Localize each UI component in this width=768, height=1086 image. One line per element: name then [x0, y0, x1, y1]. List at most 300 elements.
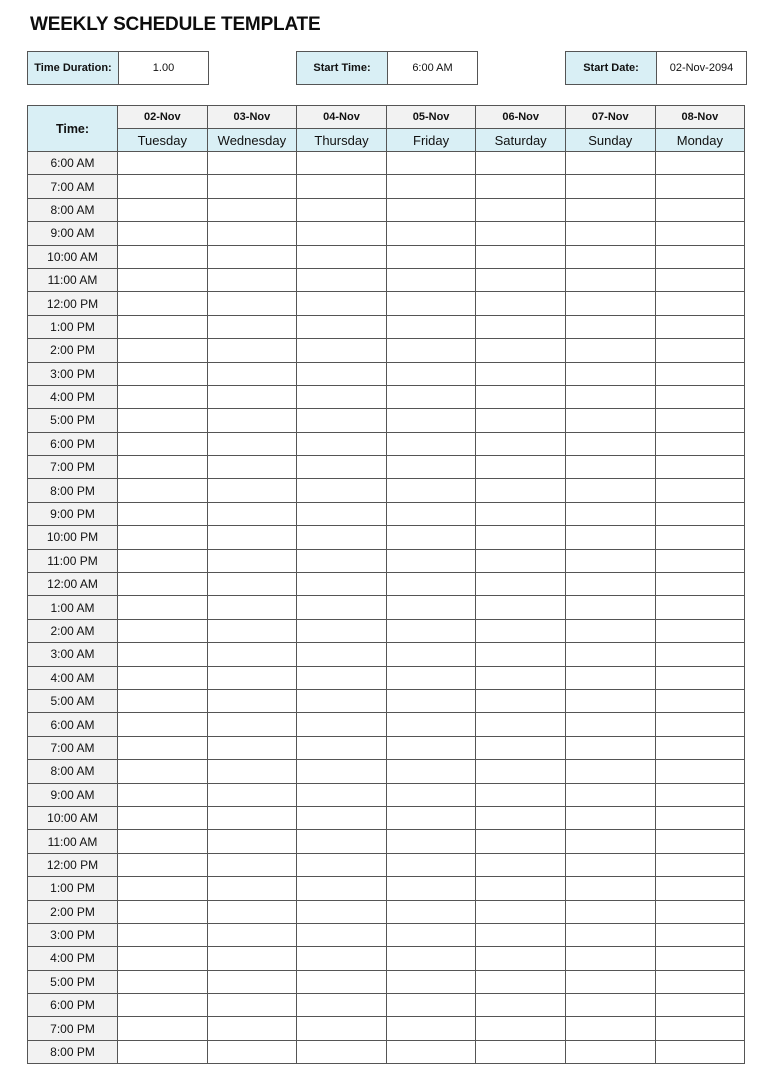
schedule-cell[interactable] — [476, 479, 566, 502]
schedule-cell[interactable] — [655, 760, 745, 783]
schedule-cell[interactable] — [118, 362, 208, 385]
schedule-cell[interactable] — [118, 1040, 208, 1063]
schedule-cell[interactable] — [118, 479, 208, 502]
schedule-cell[interactable] — [118, 245, 208, 268]
schedule-cell[interactable] — [565, 432, 655, 455]
schedule-cell[interactable] — [565, 152, 655, 175]
schedule-cell[interactable] — [386, 479, 476, 502]
schedule-cell[interactable] — [118, 970, 208, 993]
schedule-cell[interactable] — [207, 713, 297, 736]
schedule-cell[interactable] — [118, 339, 208, 362]
date-header: 08-Nov — [655, 106, 745, 129]
schedule-cell[interactable] — [207, 362, 297, 385]
schedule-cell[interactable] — [297, 947, 387, 970]
schedule-cell[interactable] — [565, 292, 655, 315]
schedule-cell[interactable] — [207, 526, 297, 549]
table-row — [28, 994, 745, 1017]
time-slot-label: 6:00 AM — [28, 713, 118, 736]
schedule-cell[interactable] — [207, 198, 297, 221]
schedule-cell[interactable] — [207, 783, 297, 806]
schedule-cell[interactable] — [118, 573, 208, 596]
schedule-cell[interactable] — [207, 619, 297, 642]
schedule-cell[interactable] — [297, 385, 387, 408]
schedule-cell[interactable] — [118, 268, 208, 291]
table-row — [28, 947, 745, 970]
schedule-cell[interactable] — [655, 830, 745, 853]
schedule-cell[interactable] — [476, 385, 566, 408]
schedule-cell[interactable] — [118, 666, 208, 689]
schedule-cell[interactable] — [386, 877, 476, 900]
schedule-cell[interactable] — [655, 432, 745, 455]
schedule-cell[interactable] — [207, 994, 297, 1017]
schedule-cell[interactable] — [297, 549, 387, 572]
schedule-cell[interactable] — [565, 268, 655, 291]
schedule-cell[interactable] — [565, 1040, 655, 1063]
schedule-cell[interactable] — [386, 970, 476, 993]
schedule-cell[interactable] — [655, 1040, 745, 1063]
schedule-cell[interactable] — [207, 222, 297, 245]
schedule-cell[interactable] — [297, 970, 387, 993]
schedule-cell[interactable] — [476, 222, 566, 245]
schedule-cell[interactable] — [476, 853, 566, 876]
schedule-cell[interactable] — [118, 760, 208, 783]
schedule-cell[interactable] — [118, 877, 208, 900]
schedule-cell[interactable] — [655, 339, 745, 362]
table-row — [28, 783, 745, 806]
schedule-cell[interactable] — [207, 409, 297, 432]
schedule-cell[interactable] — [297, 152, 387, 175]
schedule-cell[interactable] — [655, 1017, 745, 1040]
schedule-cell[interactable] — [655, 198, 745, 221]
schedule-cell[interactable] — [476, 783, 566, 806]
schedule-cell[interactable] — [655, 456, 745, 479]
time-slot-label: 7:00 AM — [28, 736, 118, 759]
schedule-cell[interactable] — [655, 479, 745, 502]
start-time-value[interactable]: 6:00 AM — [388, 52, 477, 84]
schedule-cell[interactable] — [118, 736, 208, 759]
schedule-cell[interactable] — [476, 1040, 566, 1063]
schedule-cell[interactable] — [476, 292, 566, 315]
schedule-cell[interactable] — [476, 432, 566, 455]
schedule-cell[interactable] — [118, 900, 208, 923]
schedule-cell[interactable] — [386, 526, 476, 549]
schedule-cell[interactable] — [655, 666, 745, 689]
schedule-cell[interactable] — [386, 175, 476, 198]
time-slot-label: 9:00 PM — [28, 502, 118, 525]
schedule-cell[interactable] — [297, 783, 387, 806]
schedule-cell[interactable] — [118, 713, 208, 736]
schedule-cell[interactable] — [386, 1040, 476, 1063]
schedule-cell[interactable] — [297, 362, 387, 385]
schedule-cell[interactable] — [207, 689, 297, 712]
schedule-cell[interactable] — [118, 432, 208, 455]
schedule-cell[interactable] — [655, 573, 745, 596]
schedule-cell[interactable] — [118, 994, 208, 1017]
schedule-cell[interactable] — [297, 198, 387, 221]
schedule-cell[interactable] — [476, 152, 566, 175]
schedule-cell[interactable] — [386, 409, 476, 432]
schedule-cell[interactable] — [386, 432, 476, 455]
schedule-cell[interactable] — [565, 830, 655, 853]
table-row — [28, 666, 745, 689]
schedule-cell[interactable] — [565, 923, 655, 946]
schedule-cell[interactable] — [386, 806, 476, 829]
schedule-cell[interactable] — [386, 152, 476, 175]
schedule-cell[interactable] — [207, 315, 297, 338]
schedule-cell[interactable] — [565, 666, 655, 689]
schedule-cell[interactable] — [655, 736, 745, 759]
schedule-cell[interactable] — [297, 526, 387, 549]
schedule-cell[interactable] — [655, 619, 745, 642]
start-date-value[interactable]: 02-Nov-2094 — [657, 52, 746, 84]
schedule-cell[interactable] — [565, 947, 655, 970]
schedule-cell[interactable] — [118, 923, 208, 946]
table-row — [28, 900, 745, 923]
schedule-cell[interactable] — [207, 456, 297, 479]
schedule-cell[interactable] — [118, 526, 208, 549]
schedule-cell[interactable] — [655, 947, 745, 970]
schedule-cell[interactable] — [476, 502, 566, 525]
schedule-cell[interactable] — [207, 385, 297, 408]
schedule-cell[interactable] — [297, 643, 387, 666]
table-row — [28, 198, 745, 221]
schedule-cell[interactable] — [386, 502, 476, 525]
schedule-cell[interactable] — [118, 198, 208, 221]
schedule-cell[interactable] — [207, 643, 297, 666]
schedule-cell[interactable] — [297, 994, 387, 1017]
schedule-cell[interactable] — [297, 923, 387, 946]
schedule-cell[interactable] — [297, 877, 387, 900]
schedule-cell[interactable] — [655, 385, 745, 408]
schedule-cell[interactable] — [655, 245, 745, 268]
schedule-cell[interactable] — [386, 198, 476, 221]
schedule-cell[interactable] — [655, 175, 745, 198]
schedule-cell[interactable] — [118, 689, 208, 712]
schedule-cell[interactable] — [655, 970, 745, 993]
schedule-cell[interactable] — [118, 596, 208, 619]
schedule-cell[interactable] — [565, 1017, 655, 1040]
schedule-cell[interactable] — [297, 339, 387, 362]
table-row — [28, 643, 745, 666]
schedule-cell[interactable] — [655, 877, 745, 900]
schedule-cell[interactable] — [297, 900, 387, 923]
schedule-cell[interactable] — [476, 573, 566, 596]
schedule-cell[interactable] — [297, 619, 387, 642]
schedule-cell[interactable] — [207, 900, 297, 923]
schedule-cell[interactable] — [386, 947, 476, 970]
schedule-cell[interactable] — [118, 830, 208, 853]
schedule-cell[interactable] — [386, 994, 476, 1017]
schedule-cell[interactable] — [207, 947, 297, 970]
table-row — [28, 760, 745, 783]
schedule-cell[interactable] — [655, 643, 745, 666]
schedule-cell[interactable] — [386, 736, 476, 759]
table-row — [28, 689, 745, 712]
schedule-cell[interactable] — [297, 713, 387, 736]
schedule-cell[interactable] — [655, 549, 745, 572]
schedule-cell[interactable] — [207, 175, 297, 198]
schedule-cell[interactable] — [297, 456, 387, 479]
schedule-cell[interactable] — [476, 736, 566, 759]
schedule-cell[interactable] — [207, 830, 297, 853]
schedule-cell[interactable] — [476, 526, 566, 549]
schedule-cell[interactable] — [476, 806, 566, 829]
schedule-cell[interactable] — [565, 900, 655, 923]
schedule-cell[interactable] — [386, 222, 476, 245]
schedule-cell[interactable] — [207, 245, 297, 268]
schedule-cell[interactable] — [655, 783, 745, 806]
schedule-cell[interactable] — [476, 970, 566, 993]
schedule-cell[interactable] — [207, 853, 297, 876]
schedule-cell[interactable] — [207, 760, 297, 783]
schedule-cell[interactable] — [565, 245, 655, 268]
time-duration-value[interactable]: 1.00 — [119, 52, 208, 84]
schedule-cell[interactable] — [655, 362, 745, 385]
schedule-cell[interactable] — [207, 1040, 297, 1063]
schedule-cell[interactable] — [297, 830, 387, 853]
schedule-cell[interactable] — [386, 1017, 476, 1040]
schedule-cell[interactable] — [386, 760, 476, 783]
schedule-cell[interactable] — [297, 1017, 387, 1040]
schedule-cell[interactable] — [476, 619, 566, 642]
schedule-cell[interactable] — [386, 245, 476, 268]
schedule-cell[interactable] — [207, 268, 297, 291]
schedule-cell[interactable] — [565, 596, 655, 619]
schedule-cell[interactable] — [118, 315, 208, 338]
schedule-cell[interactable] — [386, 596, 476, 619]
schedule-cell[interactable] — [118, 853, 208, 876]
schedule-cell[interactable] — [297, 409, 387, 432]
schedule-cell[interactable] — [207, 970, 297, 993]
schedule-cell[interactable] — [207, 432, 297, 455]
schedule-cell[interactable] — [118, 175, 208, 198]
schedule-cell[interactable] — [297, 736, 387, 759]
schedule-cell[interactable] — [118, 1017, 208, 1040]
schedule-cell[interactable] — [207, 923, 297, 946]
schedule-cell[interactable] — [655, 526, 745, 549]
schedule-cell[interactable] — [565, 502, 655, 525]
schedule-cell[interactable] — [565, 806, 655, 829]
schedule-cell[interactable] — [565, 573, 655, 596]
schedule-cell[interactable] — [655, 315, 745, 338]
schedule-cell[interactable] — [118, 619, 208, 642]
schedule-cell[interactable] — [476, 713, 566, 736]
schedule-cell[interactable] — [565, 736, 655, 759]
schedule-cell[interactable] — [118, 643, 208, 666]
schedule-cell[interactable] — [655, 994, 745, 1017]
schedule-cell[interactable] — [386, 619, 476, 642]
schedule-cell[interactable] — [118, 152, 208, 175]
schedule-cell[interactable] — [655, 713, 745, 736]
schedule-cell[interactable] — [118, 409, 208, 432]
schedule-cell[interactable] — [118, 549, 208, 572]
schedule-cell[interactable] — [476, 362, 566, 385]
schedule-cell[interactable] — [476, 923, 566, 946]
schedule-cell[interactable] — [207, 292, 297, 315]
schedule-cell[interactable] — [565, 549, 655, 572]
schedule-cell[interactable] — [297, 175, 387, 198]
schedule-cell[interactable] — [565, 643, 655, 666]
schedule-cell[interactable] — [655, 409, 745, 432]
schedule-cell[interactable] — [565, 479, 655, 502]
schedule-cell[interactable] — [386, 385, 476, 408]
schedule-cell[interactable] — [297, 806, 387, 829]
schedule-cell[interactable] — [297, 502, 387, 525]
schedule-cell[interactable] — [565, 362, 655, 385]
schedule-cell[interactable] — [297, 292, 387, 315]
time-slot-label: 4:00 PM — [28, 385, 118, 408]
schedule-cell[interactable] — [386, 923, 476, 946]
schedule-cell[interactable] — [476, 689, 566, 712]
schedule-cell[interactable] — [565, 619, 655, 642]
schedule-cell[interactable] — [476, 268, 566, 291]
schedule-cell[interactable] — [386, 268, 476, 291]
schedule-cell[interactable] — [476, 339, 566, 362]
schedule-cell[interactable] — [565, 339, 655, 362]
start-time-label: Start Time: — [297, 52, 388, 84]
schedule-cell[interactable] — [297, 853, 387, 876]
schedule-cell[interactable] — [118, 222, 208, 245]
schedule-cell[interactable] — [386, 315, 476, 338]
schedule-cell[interactable] — [476, 596, 566, 619]
schedule-cell[interactable] — [386, 830, 476, 853]
schedule-cell[interactable] — [565, 222, 655, 245]
table-row — [28, 456, 745, 479]
table-row — [28, 339, 745, 362]
schedule-cell[interactable] — [386, 292, 476, 315]
schedule-cell[interactable] — [476, 900, 566, 923]
schedule-cell[interactable] — [476, 245, 566, 268]
schedule-cell[interactable] — [386, 689, 476, 712]
schedule-cell[interactable] — [565, 760, 655, 783]
schedule-cell[interactable] — [476, 549, 566, 572]
schedule-cell[interactable] — [476, 1017, 566, 1040]
schedule-cell[interactable] — [118, 947, 208, 970]
schedule-cell[interactable] — [297, 222, 387, 245]
schedule-cell[interactable] — [655, 268, 745, 291]
schedule-cell[interactable] — [565, 315, 655, 338]
schedule-cell[interactable] — [386, 339, 476, 362]
table-row — [28, 573, 745, 596]
schedule-cell[interactable] — [297, 1040, 387, 1063]
schedule-cell[interactable] — [207, 736, 297, 759]
day-header: Monday — [655, 129, 745, 152]
schedule-cell[interactable] — [297, 689, 387, 712]
schedule-cell[interactable] — [297, 573, 387, 596]
schedule-cell[interactable] — [386, 900, 476, 923]
schedule-cell[interactable] — [297, 596, 387, 619]
schedule-cell[interactable] — [297, 666, 387, 689]
schedule-cell[interactable] — [297, 245, 387, 268]
table-row — [28, 923, 745, 946]
schedule-cell[interactable] — [655, 900, 745, 923]
schedule-cell[interactable] — [207, 152, 297, 175]
schedule-cell[interactable] — [476, 994, 566, 1017]
schedule-cell[interactable] — [207, 596, 297, 619]
schedule-cell[interactable] — [476, 947, 566, 970]
schedule-cell[interactable] — [565, 526, 655, 549]
schedule-cell[interactable] — [655, 292, 745, 315]
schedule-cell[interactable] — [565, 385, 655, 408]
schedule-cell[interactable] — [207, 339, 297, 362]
schedule-cell[interactable] — [207, 666, 297, 689]
schedule-cell[interactable] — [655, 806, 745, 829]
schedule-cell[interactable] — [476, 315, 566, 338]
schedule-cell[interactable] — [655, 222, 745, 245]
date-header: 06-Nov — [476, 106, 566, 129]
schedule-cell[interactable] — [386, 853, 476, 876]
schedule-cell[interactable] — [565, 783, 655, 806]
schedule-cell[interactable] — [297, 268, 387, 291]
schedule-cell[interactable] — [118, 456, 208, 479]
schedule-cell[interactable] — [207, 502, 297, 525]
schedule-cell[interactable] — [386, 362, 476, 385]
schedule-cell[interactable] — [565, 175, 655, 198]
schedule-cell[interactable] — [476, 175, 566, 198]
schedule-cell[interactable] — [118, 385, 208, 408]
date-header: 03-Nov — [207, 106, 297, 129]
schedule-cell[interactable] — [297, 315, 387, 338]
schedule-cell[interactable] — [565, 853, 655, 876]
schedule-cell[interactable] — [476, 198, 566, 221]
time-duration-box — [27, 51, 209, 85]
schedule-cell[interactable] — [476, 409, 566, 432]
schedule-cell[interactable] — [386, 643, 476, 666]
schedule-cell[interactable] — [476, 643, 566, 666]
schedule-cell[interactable] — [655, 689, 745, 712]
schedule-cell[interactable] — [655, 596, 745, 619]
schedule-cell[interactable] — [207, 479, 297, 502]
schedule-cell[interactable] — [297, 760, 387, 783]
schedule-cell[interactable] — [386, 666, 476, 689]
schedule-cell[interactable] — [476, 456, 566, 479]
schedule-cell[interactable] — [207, 1017, 297, 1040]
schedule-cell[interactable] — [565, 409, 655, 432]
schedule-cell[interactable] — [386, 573, 476, 596]
schedule-cell[interactable] — [565, 689, 655, 712]
schedule-cell[interactable] — [655, 853, 745, 876]
schedule-cell[interactable] — [207, 573, 297, 596]
schedule-cell[interactable] — [655, 502, 745, 525]
schedule-cell[interactable] — [386, 456, 476, 479]
schedule-cell[interactable] — [476, 760, 566, 783]
time-slot-label: 6:00 PM — [28, 994, 118, 1017]
schedule-cell[interactable] — [565, 970, 655, 993]
schedule-cell[interactable] — [476, 830, 566, 853]
schedule-cell[interactable] — [386, 549, 476, 572]
schedule-cell[interactable] — [565, 456, 655, 479]
schedule-cell[interactable] — [207, 549, 297, 572]
schedule-cell[interactable] — [565, 994, 655, 1017]
schedule-cell[interactable] — [297, 479, 387, 502]
schedule-cell[interactable] — [655, 152, 745, 175]
schedule-cell[interactable] — [386, 713, 476, 736]
schedule-cell[interactable] — [297, 432, 387, 455]
schedule-cell[interactable] — [655, 923, 745, 946]
schedule-cell[interactable] — [565, 198, 655, 221]
schedule-cell[interactable] — [476, 877, 566, 900]
schedule-cell[interactable] — [565, 877, 655, 900]
schedule-cell[interactable] — [118, 806, 208, 829]
schedule-cell[interactable] — [386, 783, 476, 806]
schedule-cell[interactable] — [207, 806, 297, 829]
schedule-cell[interactable] — [118, 783, 208, 806]
schedule-cell[interactable] — [476, 666, 566, 689]
schedule-cell[interactable] — [565, 713, 655, 736]
schedule-cell[interactable] — [207, 877, 297, 900]
schedule-cell[interactable] — [118, 502, 208, 525]
schedule-cell[interactable] — [118, 292, 208, 315]
